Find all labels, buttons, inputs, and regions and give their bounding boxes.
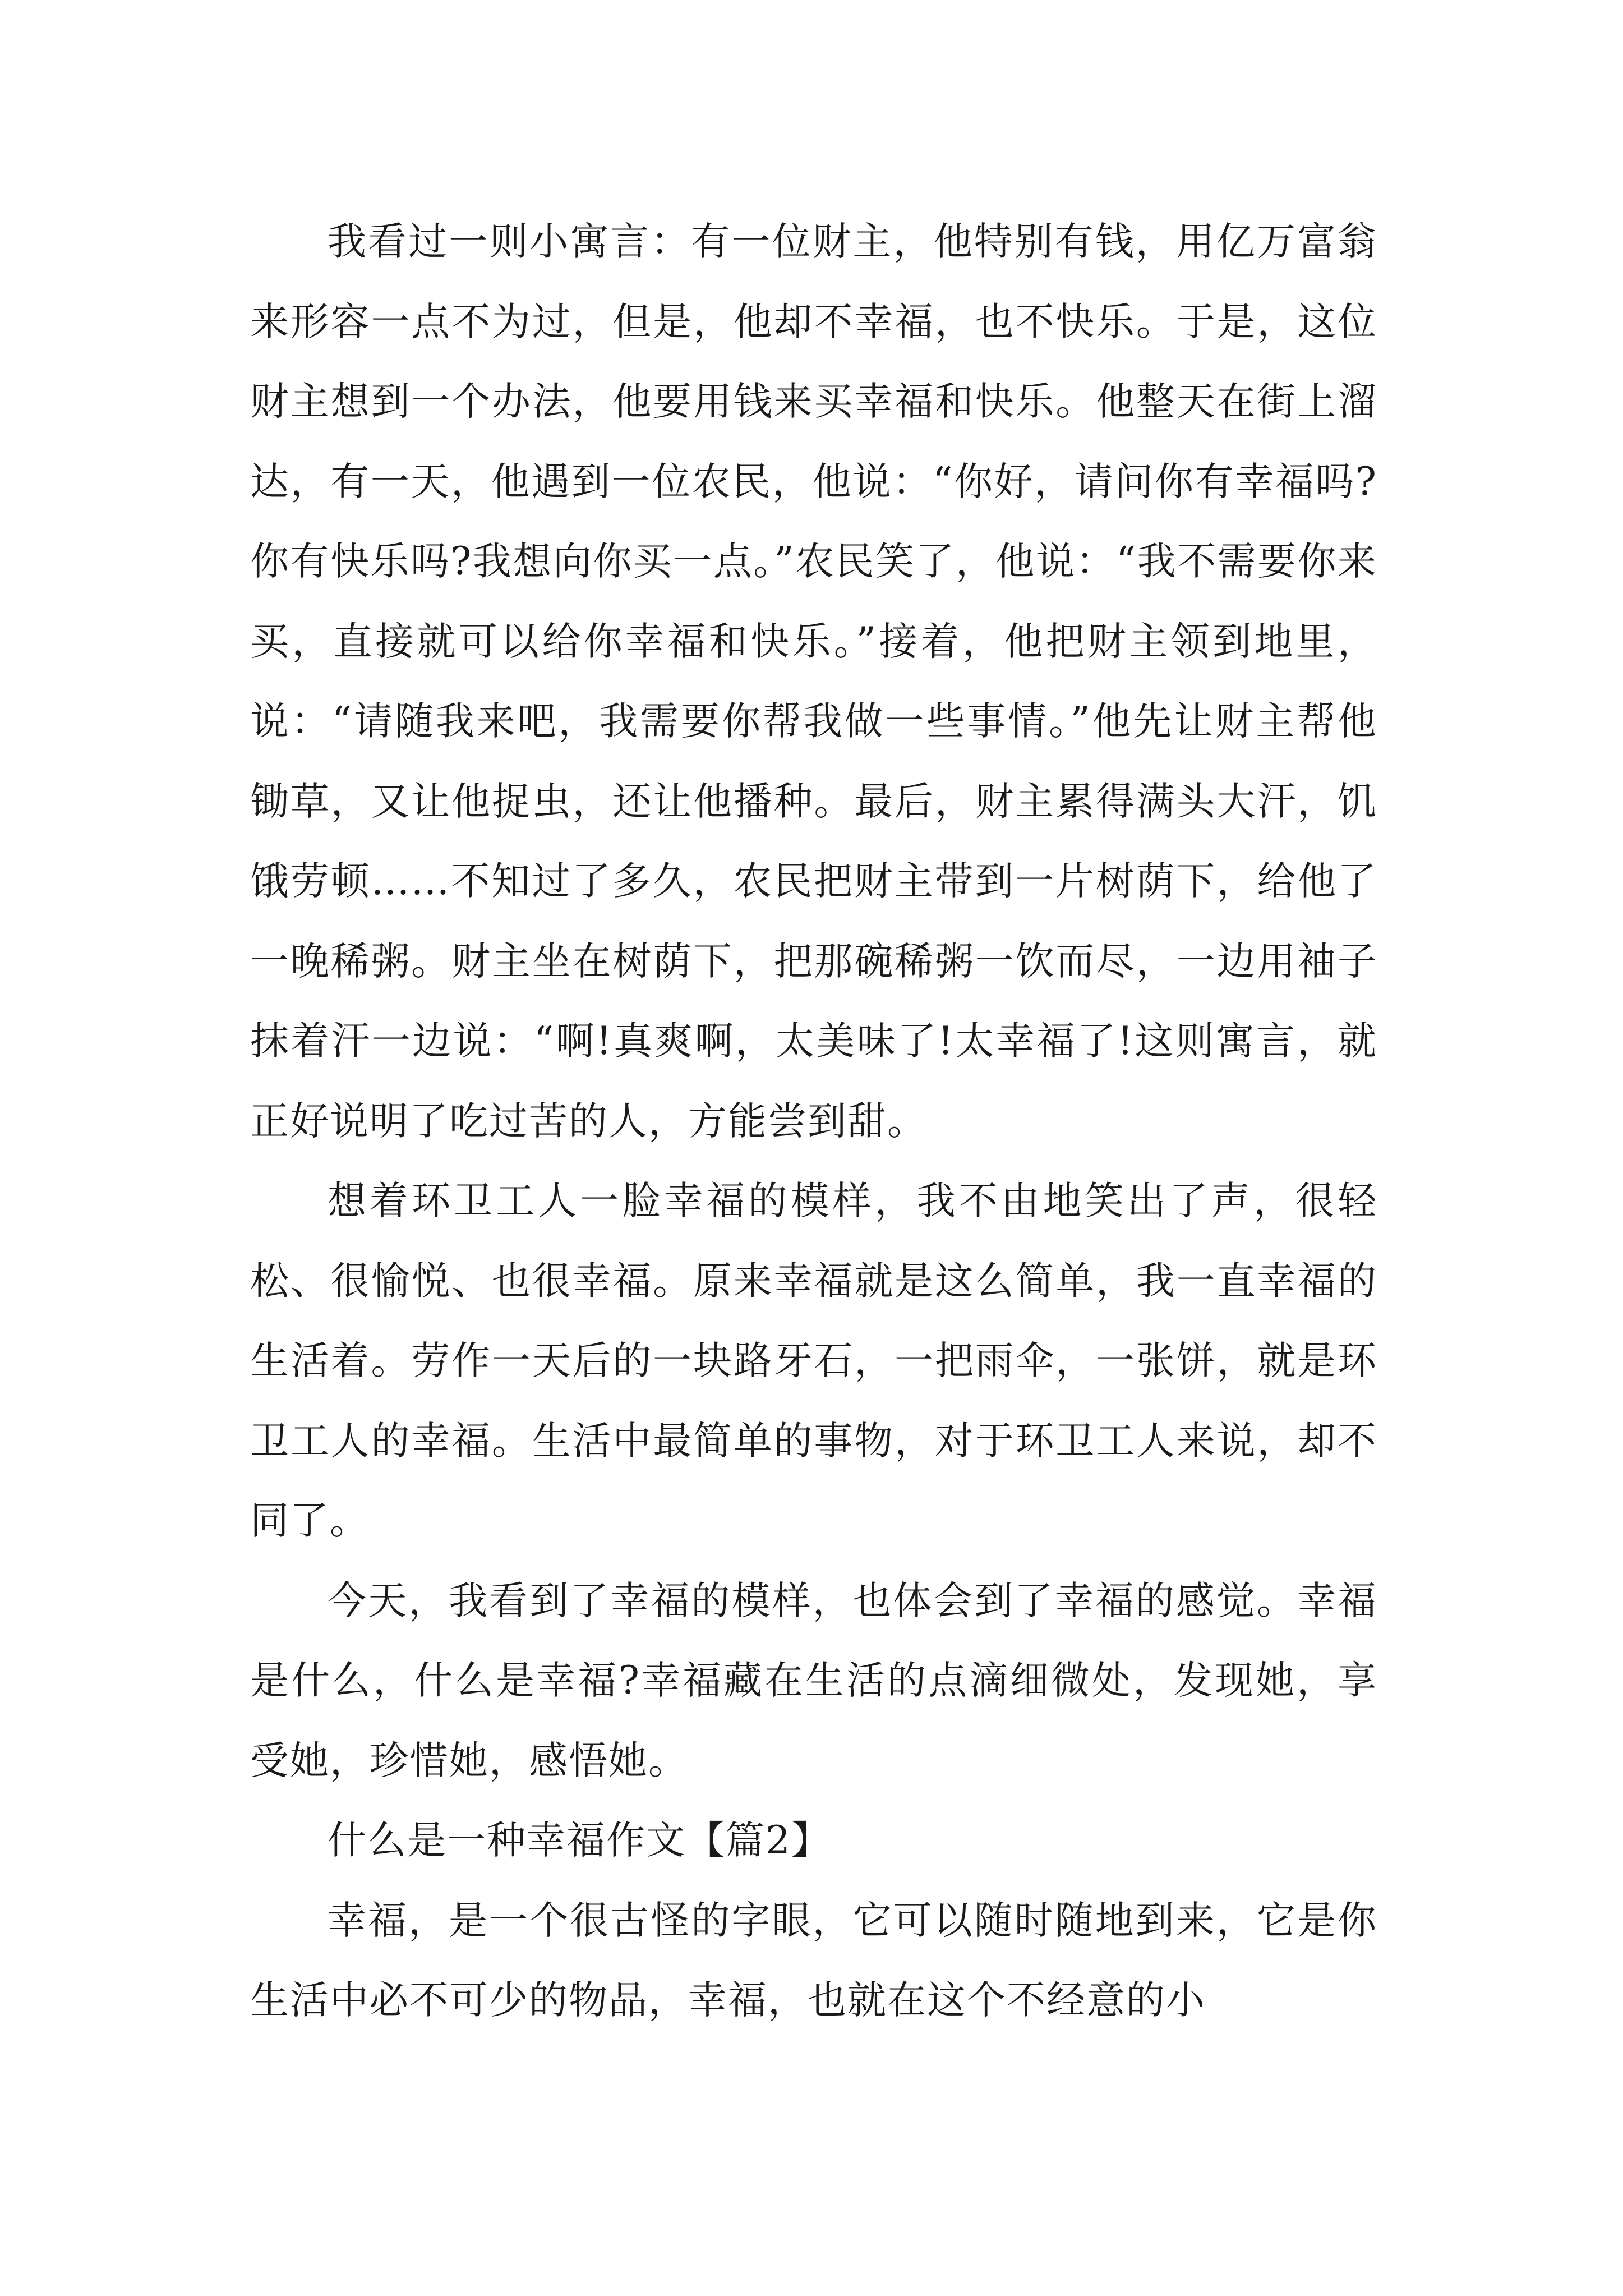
document-body bbox=[250, 202, 1377, 2041]
paragraph-sanitation-worker: 想着环卫工人一脸幸福的模样，我不由地笑出了声，很轻松、很愉悦、也很幸福。原来幸福就是这么简单，我一直幸福的生活着。劳作一天后的一块路牙石，一把雨伞，一张饼，就是环卫工人的幸福。生活中最简单的事物，对于环卫工人来说，却不同了。 bbox=[250, 1179, 1377, 1543]
section-heading: 什么是一种幸福作文【篇2】 bbox=[328, 1818, 831, 1863]
paragraph-fable: 我看过一则小寓言：有一位财主，他特别有钱，用亿万富翁来形容一点不为过，但是，他却不幸福，也不快乐。于是，这位财主想到一个办法，他要用钱来买幸福和快乐。他整天在街上溜达，有一天，他遇到一位农民，他说：“你好，请问你有幸福吗?你有快乐吗?我想向你买一点。”农民笑了，他说：“我不需要你来买，直接就可以给你幸福和快乐。”接着，他把财主领到地里，说：“请随我来吧，我需要你帮我做一些事情。”他先让财主帮他锄草，又让他捉虫，还让他播种。最后，财主累得满头大汗，饥饿劳顿……不知过了多久，农民把财主带到一片树荫下，给他了一晚稀粥。财主坐在树荫下，把那碗稀粥一饮而尽，一边用袖子抹着汗一边说：“啊!真爽啊，太美味了!太幸福了!这则寓言，就正好说明了吃过苦的人，方能尝到甜。 bbox=[250, 219, 1377, 1144]
paragraph-today: 今天，我看到了幸福的模样，也体会到了幸福的感觉。幸福是什么，什么是幸福?幸福藏在生活的点滴细微处，发现她，享受她，珍惜她，感悟她。 bbox=[250, 1578, 1377, 1783]
paragraph-section-2-start: 幸福，是一个很古怪的字眼，它可以随时随地到来，它是你生活中必不可少的物品，幸福，也就在这个不经意的小 bbox=[250, 1898, 1377, 2023]
